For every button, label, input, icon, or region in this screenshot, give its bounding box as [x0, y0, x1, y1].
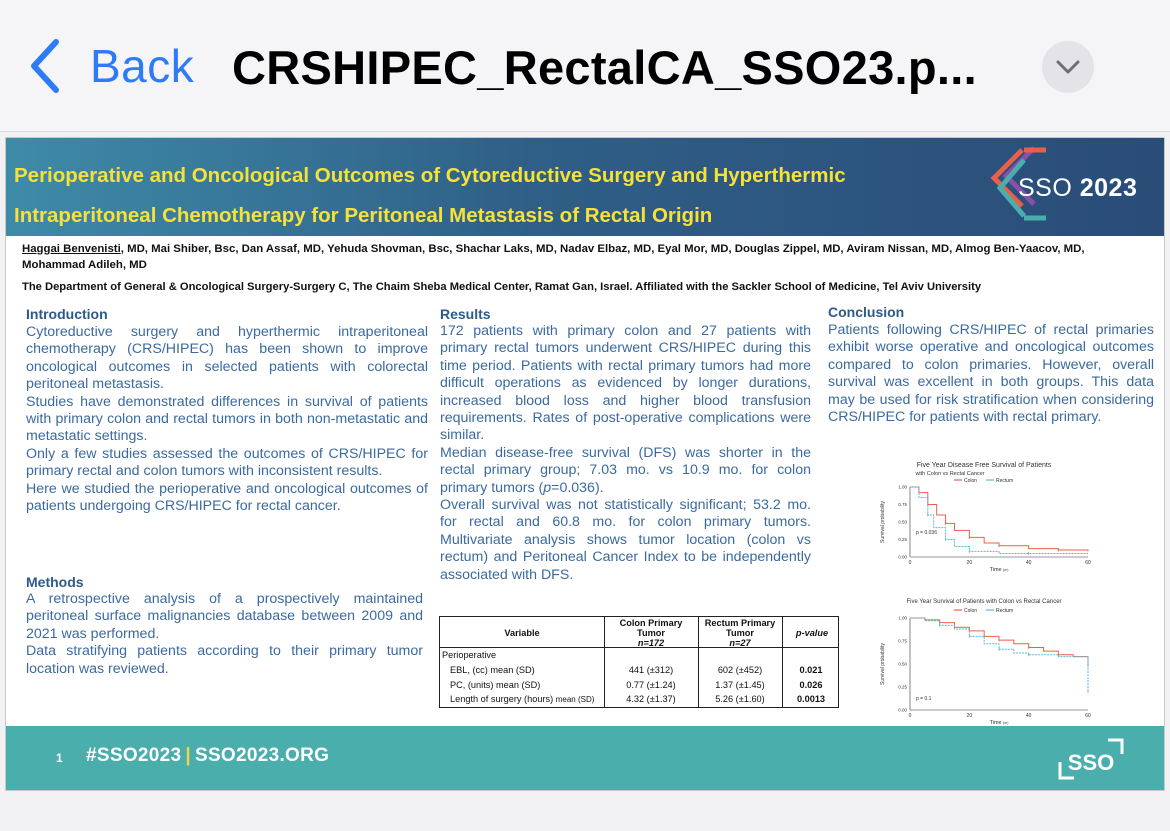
introduction-heading: Introduction [26, 306, 108, 322]
y-tick-label: 0.75 [898, 502, 907, 507]
intro-paragraph: Studies have demonstrated differences in survival of patients with primary colon and rectal tumors in both non-metastatic and metastatic settings. [26, 393, 428, 445]
affiliation: The Department of General & Oncological Surgery-Surgery C, The Chaim Sheba Medical Center, Ramat Gan, Israel. Affiliated with the Sackler School of Medicine, Tel Aviv University [22, 281, 982, 293]
intro-paragraph: Cytoreductive surgery and hyperthermic intraperitoneal chemotherapy (CRS/HIPEC) has been shown to improve oncological outcomes in selected patients with colorectal peritoneal metastasis. [26, 324, 428, 393]
table-row [440, 680, 838, 695]
intro-paragraph: Only a few studies assessed the outcomes of CRS/HIPEC for primary rectal and colon tumors with inconsistent results. [26, 445, 428, 480]
methods-text [26, 591, 423, 678]
series-line-colon [910, 618, 1088, 666]
chart-title: Five Year Survival of Patients with Colon vs Rectal Cancer [906, 599, 1062, 605]
p-value-annotation: p = 0.1 [916, 696, 932, 702]
chart-subtitle: with Colon vs Rectal Cancer [915, 471, 985, 477]
x-tick-label: 20 [966, 560, 973, 566]
header-pvalue: p-value [795, 628, 829, 638]
logo-text-a: SSO [1018, 174, 1073, 202]
conclusion-heading: Conclusion [828, 304, 905, 320]
header-colon [606, 618, 696, 648]
table-cell-pvalue: 0.021 [799, 665, 823, 675]
results-dfs-pvalue: =0.036). [551, 479, 604, 496]
results-paragraph: Overall survival was not statistically significant; 53.2 mo. for rectal and 60.8 mo. for colon primary tumors. Multivariate analysis shows tumor location (colon vs rectum) and Peritoneal Cancer Index to be independently associated with DFS. [440, 497, 811, 583]
y-tick-label: 0.25 [898, 684, 907, 690]
other-authors: , MD, Mai Shiber, Bsc, Dan Assaf, MD, Yehuda Shovman, Bsc, Shachar Laks, MD, Nadav Elbaz, MD, Eyal Mor, MD, Douglas Zippel, MD, Aviram Nissan, MD, Almog Ben-Yaacov, MD, Mohammad Adileh, MD [22, 243, 1085, 271]
intro-paragraph: Here we studied the perioperative and oncological outcomes of patients undergoing CRS/HIPEC for rectal cancer. [26, 480, 428, 515]
table-cell-rectum: 5.26 (±1.60) [715, 694, 765, 704]
x-axis-unit: (m) [1003, 568, 1009, 572]
results-p-symbol: p [543, 479, 552, 496]
back-label: Back [90, 40, 195, 92]
sso-2023-logo-text [1018, 174, 1137, 203]
title-menu-button[interactable] [1042, 41, 1094, 93]
results-heading: Results [440, 306, 491, 322]
x-tick-label: 0 [908, 560, 912, 566]
footer-tagline [86, 745, 329, 767]
table-cell-variable-small: mean (SD) [555, 695, 595, 704]
x-tick-label: 40 [1025, 713, 1032, 719]
table-row [440, 694, 838, 709]
y-tick-label: 0.25 [898, 537, 907, 542]
table-cell-colon: 441 (±312) [628, 665, 674, 675]
y-tick-label: 0.00 [898, 707, 907, 713]
header-rectum [700, 618, 780, 648]
overall-survival-chart [868, 594, 1100, 733]
table-cell-variable [450, 694, 594, 704]
hashtag: #SSO2023 [86, 745, 182, 766]
results-paragraph [440, 445, 811, 497]
table-group-label: Perioperative [442, 650, 497, 660]
introduction-text [26, 324, 428, 515]
results-table [439, 616, 839, 708]
x-tick-label: 60 [1085, 560, 1091, 566]
methods-heading: Methods [26, 574, 84, 590]
table-row [440, 665, 838, 680]
document-title: CRSHIPEC_RectalCA_SSO23.p... [232, 41, 977, 94]
back-button[interactable] [26, 36, 194, 96]
first-author: Haggai Benvenisti [22, 243, 121, 255]
site-link[interactable]: SSO2023.ORG [194, 745, 330, 766]
results-text [440, 323, 811, 584]
table-cell-variable: EBL, (cc) mean (SD) [450, 665, 535, 675]
table-cell-colon: 4.32 (±1.37) [626, 694, 676, 704]
series-line-colon [910, 487, 1088, 551]
table-cell-variable-text: Length of surgery (hours) [450, 694, 554, 704]
y-tick-label: 1.00 [898, 615, 907, 621]
page-number: 1 [56, 751, 63, 765]
chevron-down-icon [1056, 60, 1080, 74]
chart-title: Five Year Disease Free Survival of Patients [916, 462, 1052, 469]
sso-footer-logo [1056, 736, 1126, 782]
table-cell-variable: PC, (units) mean (SD) [450, 680, 541, 690]
x-axis-label: Time (m) [989, 567, 1009, 573]
legend-label: Colon [964, 608, 978, 614]
table-cell-rectum: 1.37 (±1.45) [715, 680, 765, 690]
p-value-annotation: p = 0.036 [916, 530, 937, 536]
legend-label: Rectum [996, 608, 1014, 614]
y-tick-label: 0.00 [898, 554, 907, 560]
table-cell-rectum: 602 (±452) [717, 665, 763, 675]
conclusion-text: Patients following CRS/HIPEC of rectal primaries exhibit worse operative and oncological outcomes compared to colon primaries. However, overall survival was excellent in both groups. This data may be used for risk stratification when considering CRS/HIPEC for patients with rectal primary. [828, 322, 1154, 426]
legend-label: Colon [964, 478, 978, 484]
x-tick-label: 40 [1025, 560, 1032, 566]
header-variable: Variable [504, 628, 540, 638]
poster-title: Perioperative and Oncological Outcomes of Cytoreductive Surgery and Hyperthermic Intraperitoneal Chemotherapy for Peritoneal Metastasis of Rectal Origin [14, 164, 846, 227]
y-axis-label: Survival probability [880, 643, 886, 685]
legend-label: Rectum [996, 478, 1014, 484]
table-cell-pvalue: 0.026 [799, 680, 823, 690]
dfs-survival-plot [868, 458, 1100, 576]
x-tick-label: 0 [908, 713, 912, 719]
sso-footer-logo-text: SSO [1067, 750, 1115, 775]
y-tick-label: 0.50 [898, 519, 907, 525]
table-cell-pvalue: 0.0013 [796, 694, 826, 704]
top-nav-bar [0, 0, 1170, 132]
y-tick-label: 0.75 [898, 638, 907, 644]
sso-2023-logo [984, 144, 1154, 228]
header-colon-label: Colon Primary Tumor [619, 618, 683, 638]
results-paragraph: 172 patients with primary colon and 27 patients with primary rectal tumors underwent CRS/HIPEC during this time period. Patients with rectal primary tumors had more difficult operations as evidenced by longer durations, increased blood loss and higher blood transfusion requirements. Rates of post-operative complications were similar. [440, 323, 811, 444]
x-tick-label: 60 [1085, 713, 1091, 719]
table-header [440, 617, 838, 648]
separator: | [185, 745, 191, 766]
header-rectum-label: Rectum Primary Tumor [704, 618, 776, 638]
table-group-row [440, 650, 838, 665]
methods-paragraph: Data stratifying patients according to their primary tumor location was reviewed. [26, 643, 423, 677]
author-list [22, 242, 1142, 273]
chevron-left-icon [26, 36, 66, 96]
x-axis-unit: (m) [1003, 721, 1009, 725]
dfs-survival-chart [868, 458, 1100, 581]
header-rectum-n: n=27 [729, 638, 751, 648]
poster-footer [6, 726, 1165, 791]
results-dfs-text: Median disease-free survival (DFS) was shorter in the rectal primary group; 7.03 mo. vs 10.9 mo. for colon primary tumors ( [440, 444, 811, 496]
overall-survival-plot [868, 594, 1100, 728]
poster-banner [6, 138, 1165, 236]
poster-page [5, 137, 1165, 791]
x-axis-label: Time (m) [989, 720, 1009, 726]
y-tick-label: 1.00 [898, 484, 907, 490]
y-tick-label: 0.50 [898, 661, 907, 667]
table-cell-colon: 0.77 (±1.24) [626, 680, 676, 690]
methods-paragraph: A retrospective analysis of a prospectively maintained peritoneal surface malignancies database between 2009 and 2021 was performed. [26, 591, 423, 642]
y-axis-label: Survival probability [880, 501, 886, 543]
header-colon-n: n=172 [637, 638, 665, 648]
x-tick-label: 20 [966, 713, 973, 719]
logo-text-b: 2023 [1079, 174, 1138, 202]
